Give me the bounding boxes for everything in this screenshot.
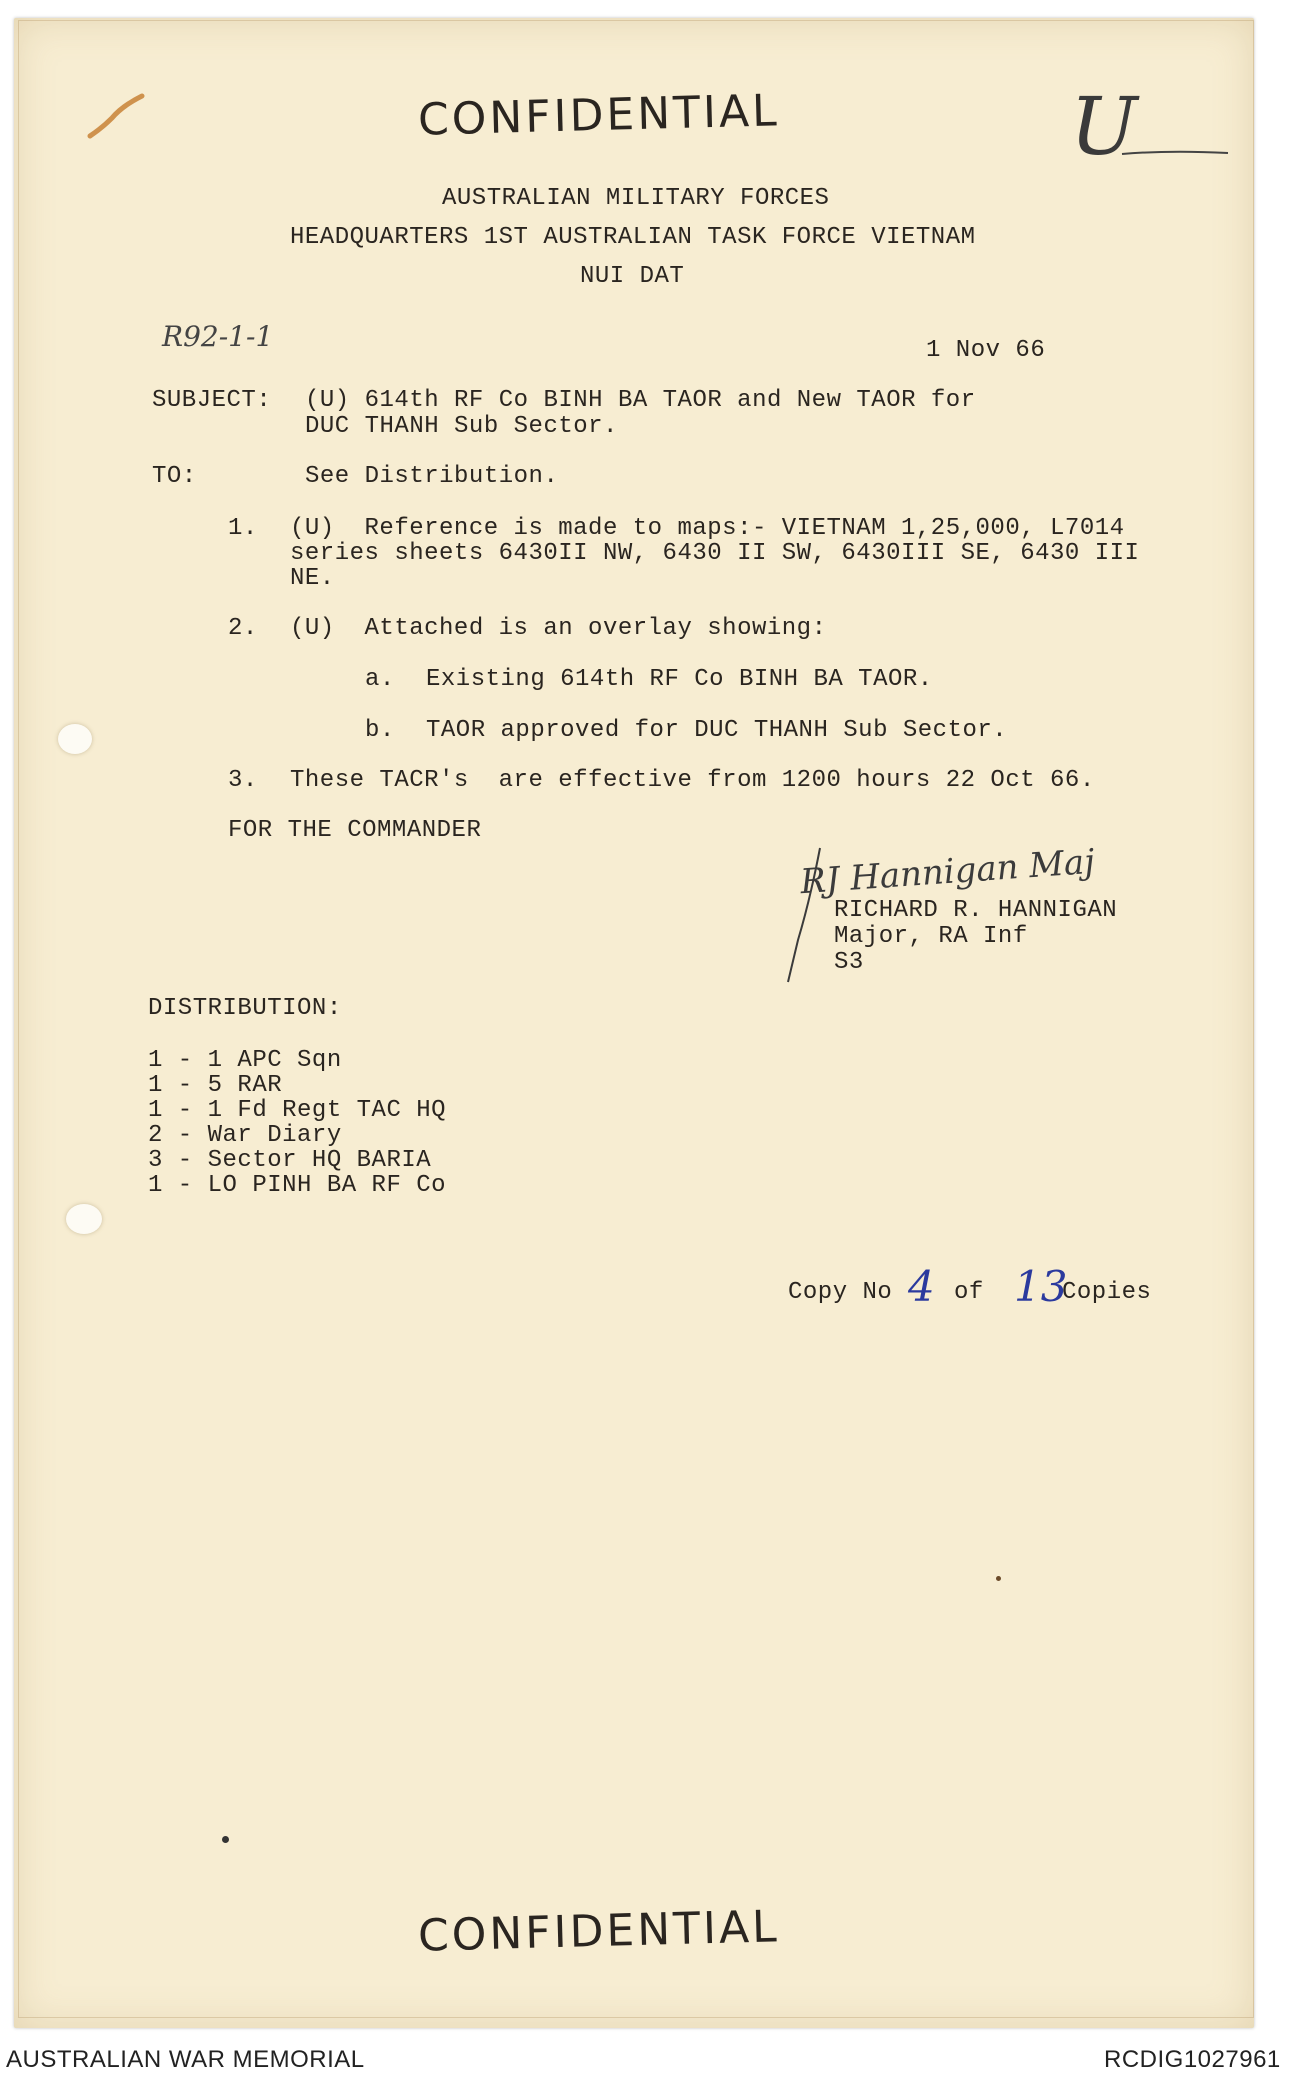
- sub-item-b-text: TAOR approved for DUC THANH Sub Sector.: [426, 717, 1008, 744]
- footer-source-label: AUSTRALIAN WAR MEMORIAL: [6, 2046, 365, 2073]
- handwritten-initials: U: [1070, 80, 1138, 173]
- distribution-item: 1 - 1 Fd Regt TAC HQ: [148, 1097, 447, 1124]
- copy-suffix: Copies: [1062, 1279, 1152, 1306]
- punch-hole-upper: [58, 724, 92, 754]
- sub-item-a-letter: a.: [365, 666, 395, 693]
- top-confidential-stamp: CONFIDENTIAL: [417, 85, 781, 146]
- bottom-confidential-stamp: CONFIDENTIAL: [417, 1901, 781, 1962]
- rust-stain-mark: [82, 88, 152, 148]
- subject-label: SUBJECT:: [152, 387, 272, 414]
- copy-prefix: Copy No: [788, 1279, 893, 1306]
- ink-dot: [996, 1576, 1001, 1581]
- paragraph-3-number: 3.: [228, 767, 258, 794]
- org-line-2: HEADQUARTERS 1ST AUSTRALIAN TASK FORCE VIETNAM: [290, 224, 976, 251]
- document-date: 1 Nov 66: [926, 337, 1046, 364]
- file-reference: R92-1-1: [162, 320, 274, 353]
- subject-line-2: DUC THANH Sub Sector.: [305, 413, 618, 440]
- signatory-rank: Major, RA Inf: [834, 923, 1028, 950]
- sub-item-b-letter: b.: [365, 717, 395, 744]
- signatory-name: RICHARD R. HANNIGAN: [834, 897, 1118, 924]
- paragraph-3-line-1: These TACR's are effective from 1200 hours 22 Oct 66.: [290, 767, 1095, 794]
- distribution-item: 3 - Sector HQ BARIA: [148, 1147, 432, 1174]
- paragraph-1-line-3: NE.: [290, 565, 335, 592]
- distribution-item: 1 - 5 RAR: [148, 1072, 283, 1099]
- sub-item-a-text: Existing 614th RF Co BINH BA TAOR.: [426, 666, 933, 693]
- paragraph-2-number: 2.: [228, 615, 258, 642]
- footer-record-id: RCDIG1027961: [1104, 2046, 1281, 2073]
- signature-stroke: [780, 840, 840, 990]
- distribution-item: 2 - War Diary: [148, 1122, 342, 1149]
- to-label: TO:: [152, 463, 197, 490]
- signature-scrawl: RJ Hannigan Maj: [798, 841, 1097, 903]
- distribution-label: DISTRIBUTION:: [148, 995, 342, 1022]
- distribution-item: 1 - 1 APC Sqn: [148, 1047, 342, 1074]
- initials-underline: [1120, 148, 1230, 160]
- paragraph-2-line-1: (U) Attached is an overlay showing:: [290, 615, 827, 642]
- org-line-1: AUSTRALIAN MILITARY FORCES: [442, 185, 830, 212]
- ink-dot: [222, 1836, 229, 1843]
- subject-line-1: (U) 614th RF Co BINH BA TAOR and New TAOR for: [305, 387, 976, 414]
- org-line-3: NUI DAT: [580, 263, 685, 290]
- paragraph-1-line-2: series sheets 6430II NW, 6430 II SW, 6430III SE, 6430 III: [290, 540, 1140, 567]
- closing-line: FOR THE COMMANDER: [228, 817, 482, 844]
- distribution-item: 1 - LO PINH BA RF Co: [148, 1172, 447, 1199]
- punch-hole-lower: [66, 1204, 102, 1234]
- copy-number: 4: [908, 1262, 935, 1311]
- to-value: See Distribution.: [305, 463, 559, 490]
- copy-total: 13: [1014, 1262, 1068, 1311]
- paragraph-1-line-1: (U) Reference is made to maps:- VIETNAM 1,25,000, L7014: [290, 515, 1125, 542]
- copy-of-label: of: [954, 1279, 984, 1306]
- signatory-role: S3: [834, 949, 864, 976]
- paragraph-1-number: 1.: [228, 515, 258, 542]
